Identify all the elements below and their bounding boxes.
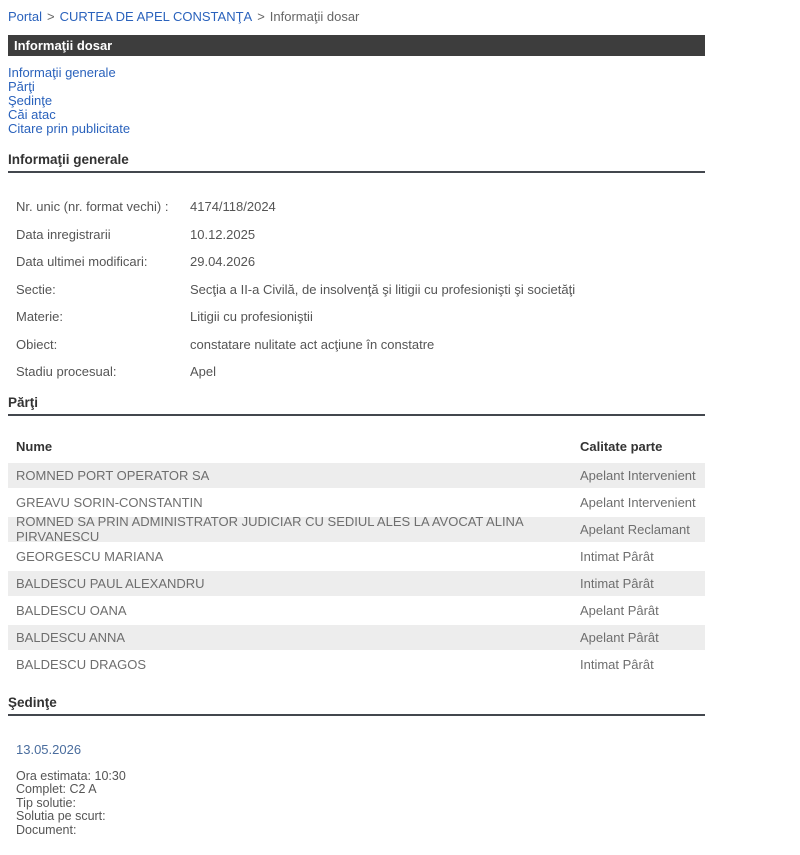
breadcrumb xyxy=(8,9,705,24)
nav-link-informatii-generale[interactable]: Informaţii generale xyxy=(8,65,116,80)
hearing-date-link[interactable]: 13.05.2026 xyxy=(16,741,82,757)
hearings-heading: Şedinţe xyxy=(8,695,705,716)
parties-table-header xyxy=(8,437,705,457)
breadcrumb-link-portal[interactable]: Portal xyxy=(8,9,42,24)
hearing-detail-document: Document: xyxy=(16,822,77,837)
field-value: constatare nulitate act acţiune în constatre xyxy=(190,336,435,352)
field-data-modificari xyxy=(16,255,705,269)
hearing-detail-complet: Complet: C2 A xyxy=(16,782,97,796)
field-nr-unic xyxy=(16,200,705,214)
hearing-detail-tip-solutie: Tip solutie: xyxy=(16,795,76,810)
table-row xyxy=(8,598,705,625)
general-info-fields xyxy=(8,200,705,379)
party-role: Intimat Pârât xyxy=(580,548,654,564)
party-role: Apelant Pârât xyxy=(580,629,659,645)
field-label: Stadiu procesual: xyxy=(16,364,117,379)
party-name: BALDESCU ANNA xyxy=(16,629,126,645)
field-label: Data inregistrarii xyxy=(16,226,111,242)
field-label: Obiect: xyxy=(16,336,58,352)
table-row xyxy=(8,625,705,652)
party-name: GREAVU SORIN-CONSTANTIN xyxy=(16,494,203,510)
party-role: Apelant Pârât xyxy=(580,602,659,618)
page-title-bar xyxy=(8,35,705,56)
party-role: Apelant Reclamant xyxy=(580,521,690,537)
field-value: 29.04.2026 xyxy=(190,254,256,269)
field-label: Materie: xyxy=(16,309,63,324)
parties-table-body xyxy=(8,463,705,679)
breadcrumb-separator: > xyxy=(46,9,55,24)
parties-table xyxy=(8,437,705,679)
table-row xyxy=(8,490,705,517)
column-header-nume: Nume xyxy=(16,439,53,454)
breadcrumb-link-court[interactable]: CURTEA DE APEL CONSTANŢA xyxy=(59,9,253,24)
breadcrumb-separator: > xyxy=(257,9,265,24)
column-header-calitate-parte: Calitate parte xyxy=(580,439,663,454)
nav-link-cai-atac[interactable]: Căi atac xyxy=(8,107,56,122)
party-name: ROMNED PORT OPERATOR SA xyxy=(16,467,210,483)
table-row xyxy=(8,544,705,571)
field-label: Sectie: xyxy=(16,281,56,297)
field-sectie xyxy=(16,283,705,297)
breadcrumb-current: Informaţii dosar xyxy=(269,9,360,24)
parties-heading: Părţi xyxy=(8,395,705,416)
table-row xyxy=(8,652,705,679)
hearings-section xyxy=(8,695,705,838)
party-role: Apelant Intervenient xyxy=(580,467,696,483)
field-label: Nr. unic (nr. format vechi) : xyxy=(16,199,169,214)
party-name: BALDESCU OANA xyxy=(16,602,127,618)
party-role: Intimat Pârât xyxy=(580,656,654,672)
field-obiect xyxy=(16,338,705,352)
field-stadiu-procesual xyxy=(16,365,705,379)
nav-link-sedinte[interactable]: Şedinţe xyxy=(8,93,53,108)
nav-link-citare-publicitate[interactable]: Citare prin publicitate xyxy=(8,121,131,136)
general-info-heading: Informaţii generale xyxy=(8,152,705,173)
nav-link-parti[interactable]: Părţi xyxy=(8,79,35,94)
party-name: BALDESCU DRAGOS xyxy=(16,656,147,672)
party-role: Apelant Intervenient xyxy=(580,494,696,510)
party-name: BALDESCU PAUL ALEXANDRU xyxy=(16,575,205,591)
party-name: ROMNED SA PRIN ADMINISTRATOR JUDICIAR CU SEDIUL ALES LA AVOCAT ALINA PIRVANESCU xyxy=(16,514,523,544)
party-name: GEORGESCU MARIANA xyxy=(16,548,164,564)
field-value: Litigii cu profesioniştii xyxy=(190,309,313,324)
table-row xyxy=(8,571,705,598)
party-role: Intimat Pârât xyxy=(580,575,654,591)
field-label: Data ultimei modificari: xyxy=(16,254,148,269)
page-title: Informaţii dosar xyxy=(14,38,113,53)
field-data-inregistrarii xyxy=(16,228,705,242)
field-materie xyxy=(16,310,705,324)
field-value: Secţia a II-a Civilă, de insolvenţă şi litigii cu profesionişti şi societăţi xyxy=(190,281,576,297)
table-row xyxy=(8,514,705,544)
hearing-details xyxy=(16,770,705,838)
hearing-detail-solutia-pe-scurt: Solutia pe scurt: xyxy=(16,809,106,823)
field-value: Apel xyxy=(190,364,217,379)
hearing-detail-ora-estimata: Ora estimata: 10:30 xyxy=(16,768,126,783)
field-value: 10.12.2025 xyxy=(190,226,256,242)
field-value: 4174/118/2024 xyxy=(190,199,276,214)
section-nav xyxy=(8,66,705,136)
table-row xyxy=(8,463,705,490)
